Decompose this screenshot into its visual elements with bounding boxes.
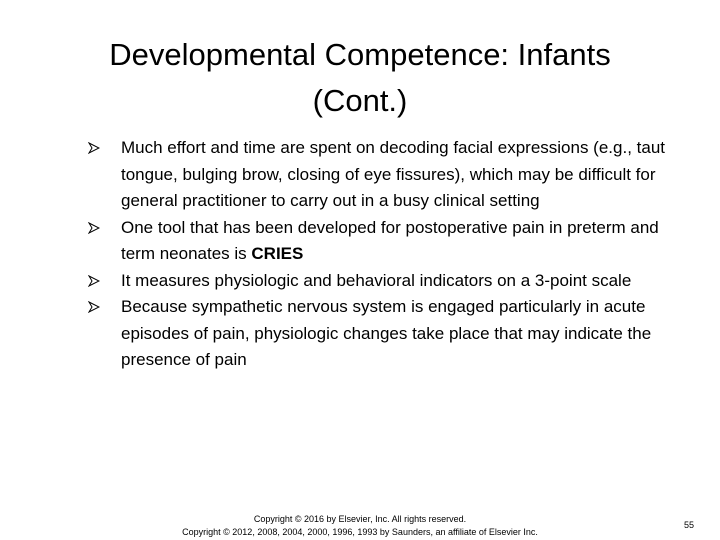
copyright-line-1: Copyright © 2016 by Elsevier, Inc. All rights reserved. [253, 514, 467, 524]
bullet-text: One tool that has been developed for postoperative pain in preterm and term neonates is [121, 217, 659, 263]
arrow-bullet-icon [88, 301, 100, 313]
arrow-bullet-icon [88, 275, 100, 287]
bullet-item-4 [88, 294, 673, 374]
bullet-item-3 [88, 268, 673, 295]
bullet-list [88, 135, 673, 374]
bullet-text: Because sympathetic nervous system is engaged particularly in acute episodes of pain, physiologic changes take place that may indicate the presence of pain [121, 297, 652, 369]
arrow-bullet-icon [88, 142, 100, 154]
bullet-text: Much effort and time are spent on decoding facial expressions (e.g., taut tongue, bulging brow, closing of eye fissures), which may be difficult for general practitioner to carry out in a busy clinical setting [121, 138, 665, 210]
bullet-text: It measures physiologic and behavioral indicators on a 3-point scale [121, 270, 632, 290]
slide-title-line-2: (Cont.) [312, 83, 408, 118]
copyright-line-2: Copyright © 2012, 2008, 2004, 2000, 1996, 1993 by Saunders, an affiliate of Elsevier Inc. [182, 527, 538, 537]
bullet-item-2 [88, 215, 673, 268]
copyright-footer [150, 513, 570, 539]
slide-title [40, 32, 680, 124]
slide-title-line-1: Developmental Competence: Infants [109, 37, 611, 72]
page-number: 55 [684, 520, 695, 530]
arrow-bullet-icon [88, 222, 100, 234]
bullet-item-1 [88, 135, 673, 215]
bullet-bold-term: CRIES [251, 244, 304, 263]
